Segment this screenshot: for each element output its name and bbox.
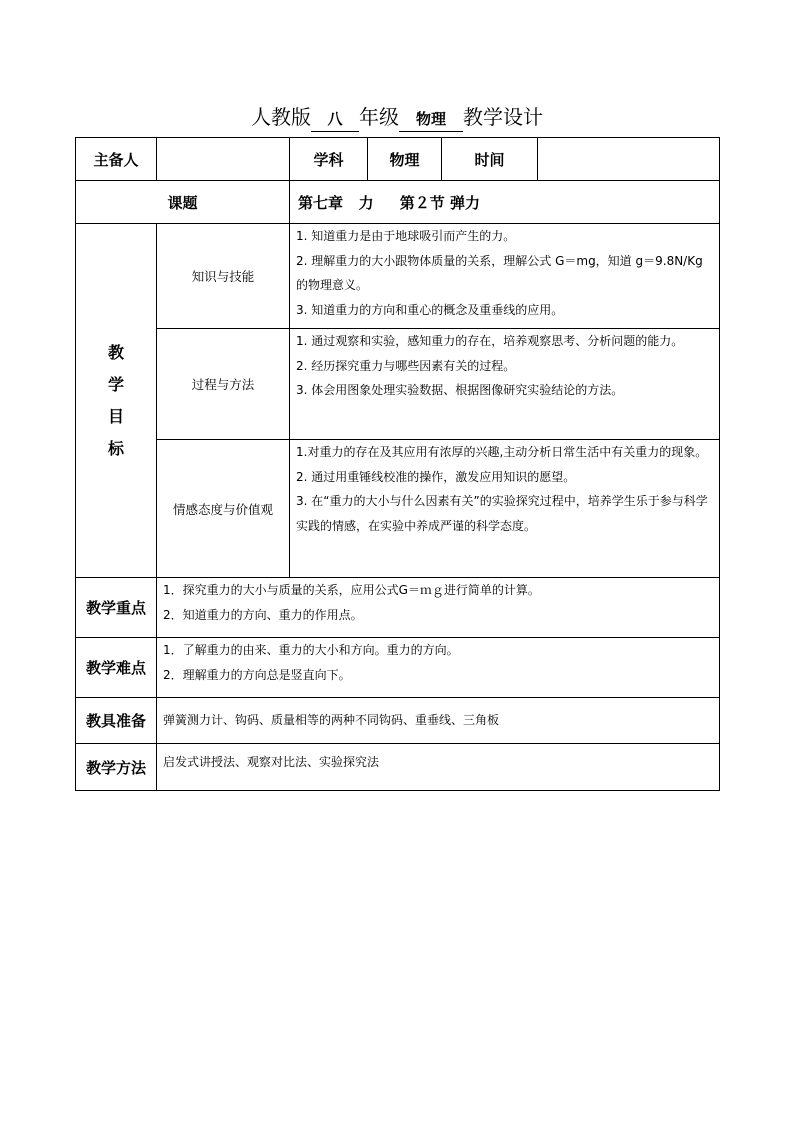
topic-value: 第七章 力 第２节 弹力 (290, 181, 720, 224)
key-points-line-2: 2．知道重力的方向、重力的作用点。 (163, 607, 363, 622)
objectives-char-2: 学 (107, 374, 124, 394)
time-label: 时间 (442, 138, 538, 181)
topic-label: 课题 (76, 181, 290, 224)
info-row (76, 138, 720, 181)
methods-label: 教学方法 (76, 744, 157, 791)
document-title (0, 103, 794, 132)
preparer-value-cell (157, 138, 290, 181)
difficulties-row (76, 638, 720, 698)
objective-attitude-row (76, 440, 720, 578)
process-line-1: 1. 通过观察和实验，感知重力的存在，培养观察思考、分析问题的能力。 (296, 334, 684, 348)
knowledge-line-2: 2. 理解重力的大小跟物体质量的关系，理解公式 G＝mg，知道 g＝9.8N/Kg 的物理意义。 (296, 253, 703, 292)
key-points-line-1: 1．探究重力的大小与质量的关系，应用公式G＝ｍｇ进行简单的计算。 (163, 583, 540, 597)
objectives-char-3: 目 (107, 406, 124, 426)
subject-blank: 物理 (399, 107, 463, 132)
title-suffix: 教学设计 (463, 105, 543, 129)
difficulties-line-1: 1．了解重力的由来、重力的大小和方向。重力的方向。 (163, 643, 459, 657)
objective-process-row (76, 329, 720, 440)
key-points-content (157, 578, 720, 638)
knowledge-label: 知识与技能 (157, 224, 290, 329)
process-line-3: 3. 体会用图象处理实验数据、根据图像研究实验结论的方法。 (296, 383, 624, 397)
preparer-label: 主备人 (76, 138, 157, 181)
objectives-char-4: 标 (107, 438, 124, 458)
process-line-2: 2. 经历探究重力与哪些因素有关的过程。 (296, 358, 516, 373)
difficulties-label: 教学难点 (76, 638, 157, 698)
tools-label: 教具准备 (76, 698, 157, 744)
lesson-plan-table (75, 137, 720, 791)
methods-row (76, 744, 720, 791)
tools-row (76, 698, 720, 744)
attitude-line-1: 1.对重力的存在及其应用有浓厚的兴趣,主动分析日常生活中有关重力的现象。 (296, 445, 708, 459)
knowledge-line-1: 1. 知道重力是由于地球吸引而产生的力。 (296, 229, 516, 243)
process-content (290, 329, 720, 440)
subject-value: 物理 (368, 138, 442, 181)
objectives-char-1: 教 (107, 342, 124, 362)
objectives-label (76, 224, 157, 578)
tools-content: 弹簧测力计、钩码、质量相等的两种不同钩码、重垂线、三角板 (157, 698, 720, 744)
attitude-line-3: 3. 在“重力的大小与什么因素有关”的实验探究过程中，培养学生乐于参与科学实践的情感，在实验中养成严谨的科学态度。 (296, 494, 708, 533)
methods-content: 启发式讲授法、观察对比法、实验探究法 (157, 744, 720, 791)
time-value-cell (538, 138, 720, 181)
subject-label: 学科 (290, 138, 368, 181)
attitude-line-2: 2. 通过用重锤线校准的操作，激发应用知识的愿望。 (296, 469, 576, 484)
knowledge-content (290, 224, 720, 329)
key-points-label: 教学重点 (76, 578, 157, 638)
title-middle: 年级 (359, 105, 399, 129)
knowledge-line-3: 3. 知道重力的方向和重心的概念及重垂线的应用。 (296, 302, 564, 317)
attitude-content (290, 440, 720, 578)
difficulties-line-2: 2．理解重力的方向总是竖直向下。 (163, 667, 351, 682)
process-label: 过程与方法 (157, 329, 290, 440)
attitude-label: 情感态度与价值观 (157, 440, 290, 578)
difficulties-content (157, 638, 720, 698)
topic-row (76, 181, 720, 224)
title-prefix: 人教版 (251, 105, 311, 129)
grade-blank: 八 (311, 107, 359, 132)
key-points-row (76, 578, 720, 638)
objective-knowledge-row (76, 224, 720, 329)
